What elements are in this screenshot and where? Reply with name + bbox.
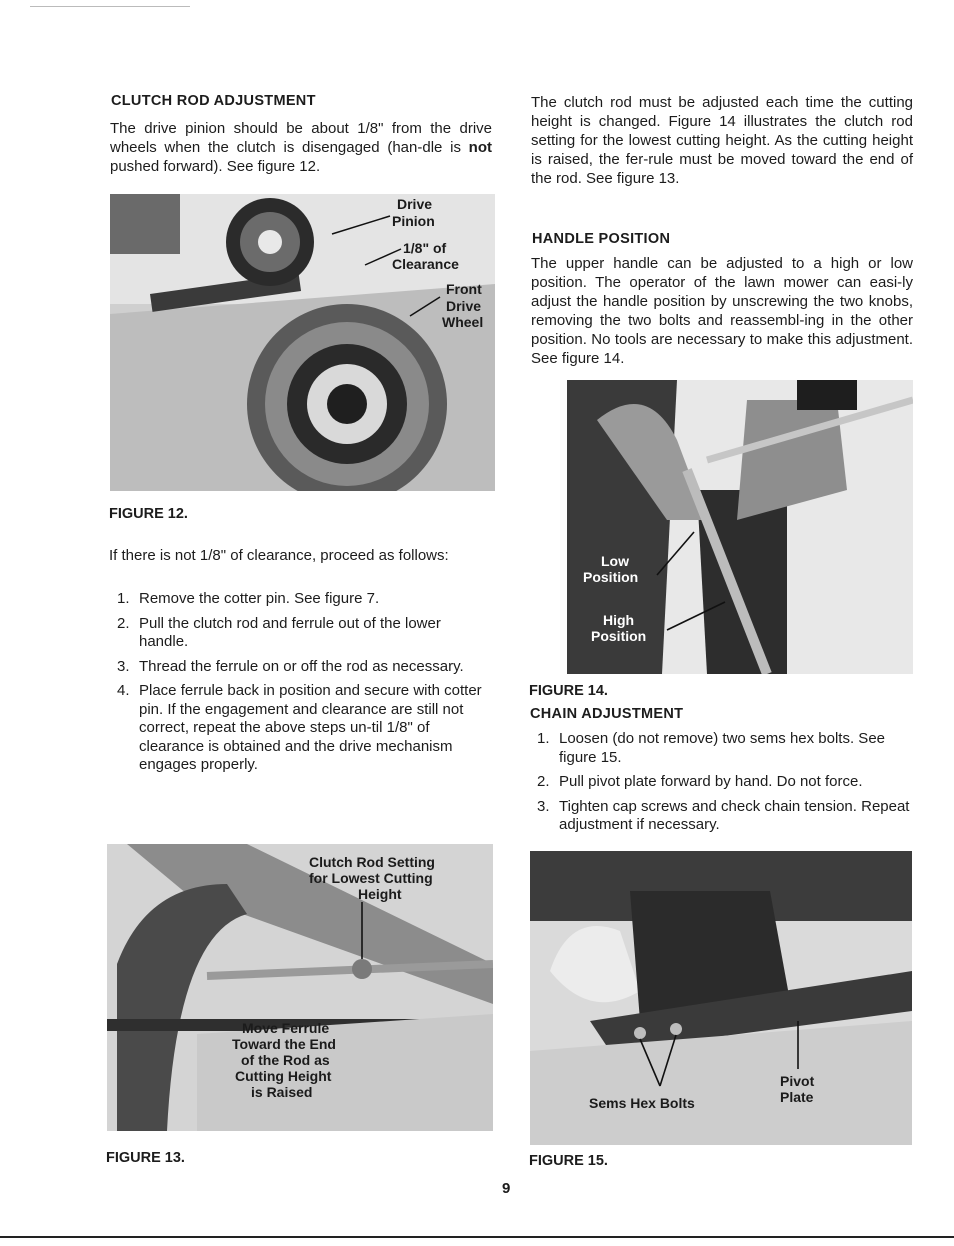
fig15-label-pivot: Pivot — [780, 1073, 815, 1089]
handle-paragraph: The upper handle can be adjusted to a high or low position. The operator of the lawn mower can easi-ly adjust the handle position by unscrewing the two knobs, removing the two bolts and reassembl-ing in the other position. No tools are necessary to make this adjustment. See figure 14. — [531, 255, 913, 367]
fig12-label-drive-2: Drive — [446, 298, 482, 314]
chain-steps-list — [529, 730, 913, 841]
fig13-label-setting-3: Height — [358, 886, 402, 902]
clutch-step — [109, 658, 491, 677]
step-number: 3. — [537, 797, 550, 815]
fig13-label-move-4: Cutting Height — [235, 1068, 332, 1084]
step-number: 1. — [537, 730, 550, 747]
scan-artifact-line — [30, 6, 190, 7]
fig13-label-move-3: of the Rod as — [241, 1052, 330, 1068]
fig14-label-low-position: Position — [583, 569, 639, 585]
clutch-step — [109, 682, 491, 775]
clutch-step — [109, 590, 491, 609]
fig13-label-move-5: is Raised — [251, 1084, 313, 1100]
chain-heading: CHAIN ADJUSTMENT — [530, 706, 684, 722]
figure-12-caption: FIGURE 12. — [109, 506, 188, 522]
fig12-label-wheel: Wheel — [442, 314, 484, 330]
figure-12-image — [110, 194, 495, 491]
fig14-label-high-position: Position — [591, 628, 647, 644]
step-number: 4. — [117, 682, 130, 699]
clutch-proceed: If there is not 1/8" of clearance, proceed as follows: — [109, 547, 449, 564]
fig13-label-move-1: Move Ferrule — [242, 1020, 330, 1036]
step-text: Place ferrule back in position and secure with cotter pin. If the engagement and clearance are still not correct, repeat the above steps un-til 1/8" of clearance is obtained and the drive mechanism engages properly. — [139, 682, 482, 773]
step-text: Pull pivot plate forward by hand. Do not force. — [559, 773, 863, 790]
step-number: 2. — [117, 614, 130, 632]
clutch-steps-list — [109, 590, 491, 781]
step-text: Thread the ferrule on or off the rod as necessary. — [139, 657, 464, 675]
fig12-label-front: Front — [446, 281, 482, 297]
figure-15-image — [530, 851, 912, 1145]
fig13-label-setting-2: for Lowest Cutting — [309, 870, 433, 886]
clutch-right-paragraph: The clutch rod must be adjusted each time the cutting height is changed. Figure 14 illustrates the clutch rod setting for the lowest cutting height. As the cutting height is raised, the fer-rule must be moved toward the end of the rod. See figure 13. — [531, 94, 913, 187]
chain-step — [529, 798, 913, 835]
clutch-intro-bold: not — [468, 139, 492, 156]
fig12-label-clearance: Clearance — [392, 256, 459, 272]
fig15-label-plate: Plate — [780, 1089, 814, 1105]
fig13-label-setting-1: Clutch Rod Setting — [309, 854, 435, 870]
fig13-label-move-2: Toward the End — [232, 1036, 336, 1052]
figure-15-caption: FIGURE 15. — [529, 1153, 608, 1169]
footer-rule — [0, 1236, 954, 1238]
clutch-heading: CLUTCH ROD ADJUSTMENT — [111, 93, 316, 109]
step-text: Pull the clutch rod and ferrule out of the lower handle. — [139, 614, 441, 650]
fig12-label-drive: Drive — [397, 196, 433, 212]
chain-step — [529, 773, 913, 792]
handle-heading: HANDLE POSITION — [532, 231, 671, 247]
clutch-step — [109, 615, 491, 652]
figure-13-caption: FIGURE 13. — [106, 1150, 185, 1166]
figure-13-image — [107, 844, 493, 1131]
figure-14-caption: FIGURE 14. — [529, 683, 608, 699]
fig15-label-sems: Sems Hex Bolts — [589, 1095, 695, 1111]
step-number: 3. — [117, 657, 130, 675]
chain-step — [529, 730, 913, 767]
page-number: 9 — [502, 1180, 511, 1197]
step-text: Tighten cap screws and check chain tension. Repeat adjustment if necessary. — [559, 797, 910, 833]
fig14-label-low: Low — [601, 553, 629, 569]
clutch-intro — [110, 119, 492, 176]
step-text: Loosen (do not remove) two sems hex bolts. See figure 15. — [559, 730, 886, 766]
fig12-label-clearance-amount: 1/8" of — [403, 240, 447, 256]
step-text: Remove the cotter pin. See figure 7. — [139, 590, 380, 607]
fig12-label-pinion: Pinion — [392, 213, 435, 229]
step-number: 2. — [537, 773, 550, 790]
clutch-intro-text-end: pushed forward). See figure 12. — [110, 158, 321, 175]
clutch-intro-text: The drive pinion should be about 1/8" from the drive wheels when the clutch is disengaged (han-dle is — [110, 120, 492, 156]
fig14-label-high: High — [603, 612, 635, 628]
figure-14-image — [567, 380, 913, 674]
step-number: 1. — [117, 590, 130, 607]
